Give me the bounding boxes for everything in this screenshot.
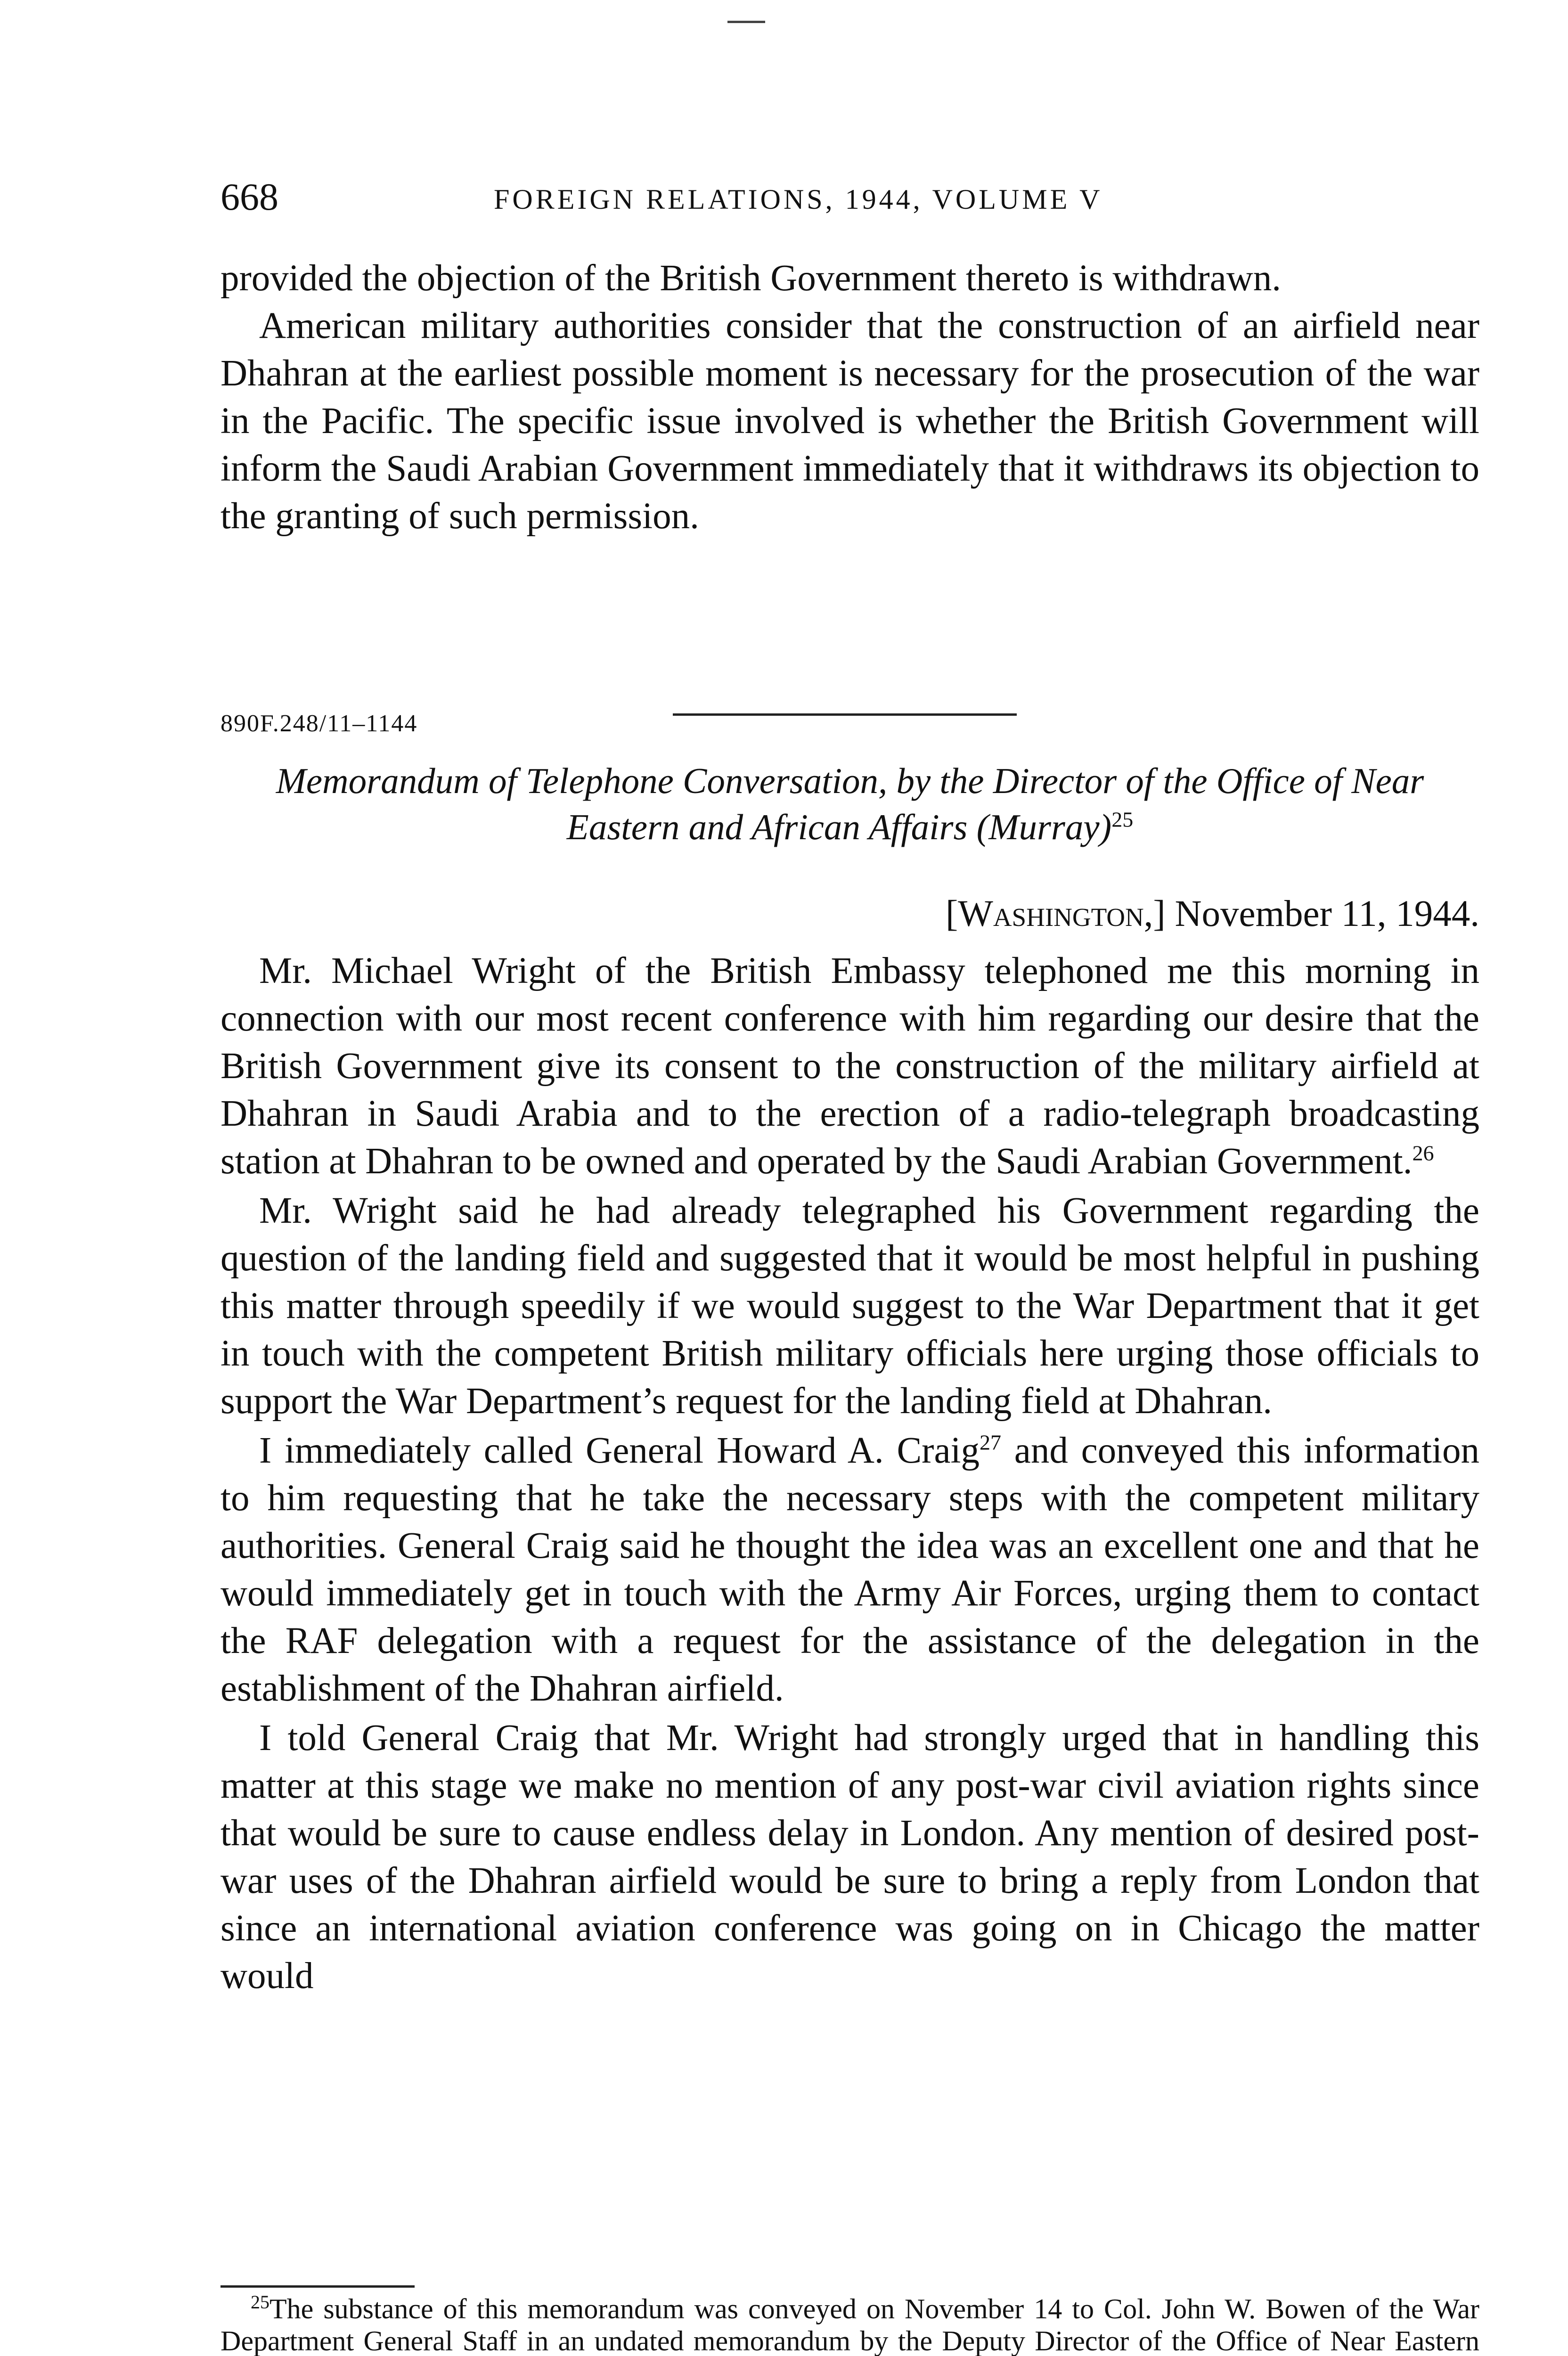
- footnote-text: The substance of this memorandum was conveyed on November 14 to Col. John W. Bowen of the War Department General Staff in an undated memorandum by the Deputy Director of the Office of Near Eastern: [220, 2293, 1479, 2356]
- memo-paragraph-text: and conveyed this information to him requesting that he take the necessary steps with the competent military authorities. General Craig said he thought the idea was an excellent one and that he would immediately get in touch with the Army Air Forces, urging them to contact the RAF delegation with a request for the assistance of the delegation in the establishment of the Dhahran airfield.: [220, 1430, 1480, 1709]
- memo-paragraph: [220, 1427, 1479, 1712]
- continued-text-block: [220, 254, 1479, 540]
- intro-paragraph: American military authorities consider that the construction of an airfield near Dhahran at the earliest possible moment is necessary for the prosecution of the war in the Pacific. The specific issue involved is whether the British Government will inform the Saudi Arabian Government immediately that it withdraws its objection to the granting of such permission.: [220, 305, 1479, 537]
- top-margin-dash: [727, 21, 765, 23]
- section-separator-rule: [673, 713, 1017, 716]
- document-title: [220, 758, 1479, 850]
- memo-paragraph-text: Mr. Wright said he had already telegraphed his Government regarding the question of the landing field and suggested that it would be most helpful in pushing this matter through speedily if we would suggest to the War Department that it get in touch with the competent British military officials here urging those officials to support the War Department’s request for the landing field at Dhahran.: [220, 1190, 1479, 1422]
- title-footnote-marker: 25: [1111, 807, 1134, 832]
- footnote-number: 25: [251, 2291, 270, 2313]
- memo-paragraph: [220, 1714, 1479, 2000]
- footnotes: [220, 2293, 1479, 2356]
- dateline-date: November 11, 1944.: [1175, 893, 1479, 934]
- memo-paragraph-text: I immediately called General Howard A. Craig: [259, 1430, 980, 1471]
- running-header: [220, 173, 1479, 225]
- memo-paragraph-text: I told General Craig that Mr. Wright had strongly urged that in handling this matter at this stage we make no mention of any post-war civil aviation rights since that would be sure to cause endless delay in London. Any mention of desired post-war uses of the Dhahran airfield would be sure to bring a reply from London that since an international aviation conference was going on in Chicago the matter would: [220, 1718, 1479, 1996]
- dateline: [946, 891, 1479, 938]
- footnote-marker: 26: [1412, 1141, 1434, 1165]
- memo-paragraph: [220, 947, 1479, 1185]
- footnote: [220, 2293, 1479, 2356]
- memo-paragraph-text: Mr. Michael Wright of the British Embassy telephoned me this morning in connection with our most recent conference with him regarding our desire that the British Government give its consent to the construction of the military airfield at Dhahran in Saudi Arabia and to the erection of a radio-telegraph broadcasting station at Dhahran to be owned and operated by the Saudi Arabian Government.: [220, 950, 1479, 1182]
- memo-paragraph: [220, 1187, 1479, 1425]
- file-reference: 890F.248/11–1144: [220, 710, 418, 737]
- running-title: FOREIGN RELATIONS, 1944, VOLUME V: [494, 184, 1103, 215]
- continued-paragraph: provided the objection of the British Government thereto is withdrawn.: [220, 258, 1281, 299]
- footnote-marker: 27: [979, 1430, 1001, 1455]
- footnote-rule: [220, 2285, 415, 2288]
- dateline-place: [Washington,]: [945, 893, 1166, 934]
- document-title-text: Memorandum of Telephone Conversation, by the Director of the Office of Near Eastern and African Affairs (Murray): [276, 761, 1424, 847]
- memorandum-body: [220, 947, 1479, 2002]
- page-number: 668: [220, 175, 278, 218]
